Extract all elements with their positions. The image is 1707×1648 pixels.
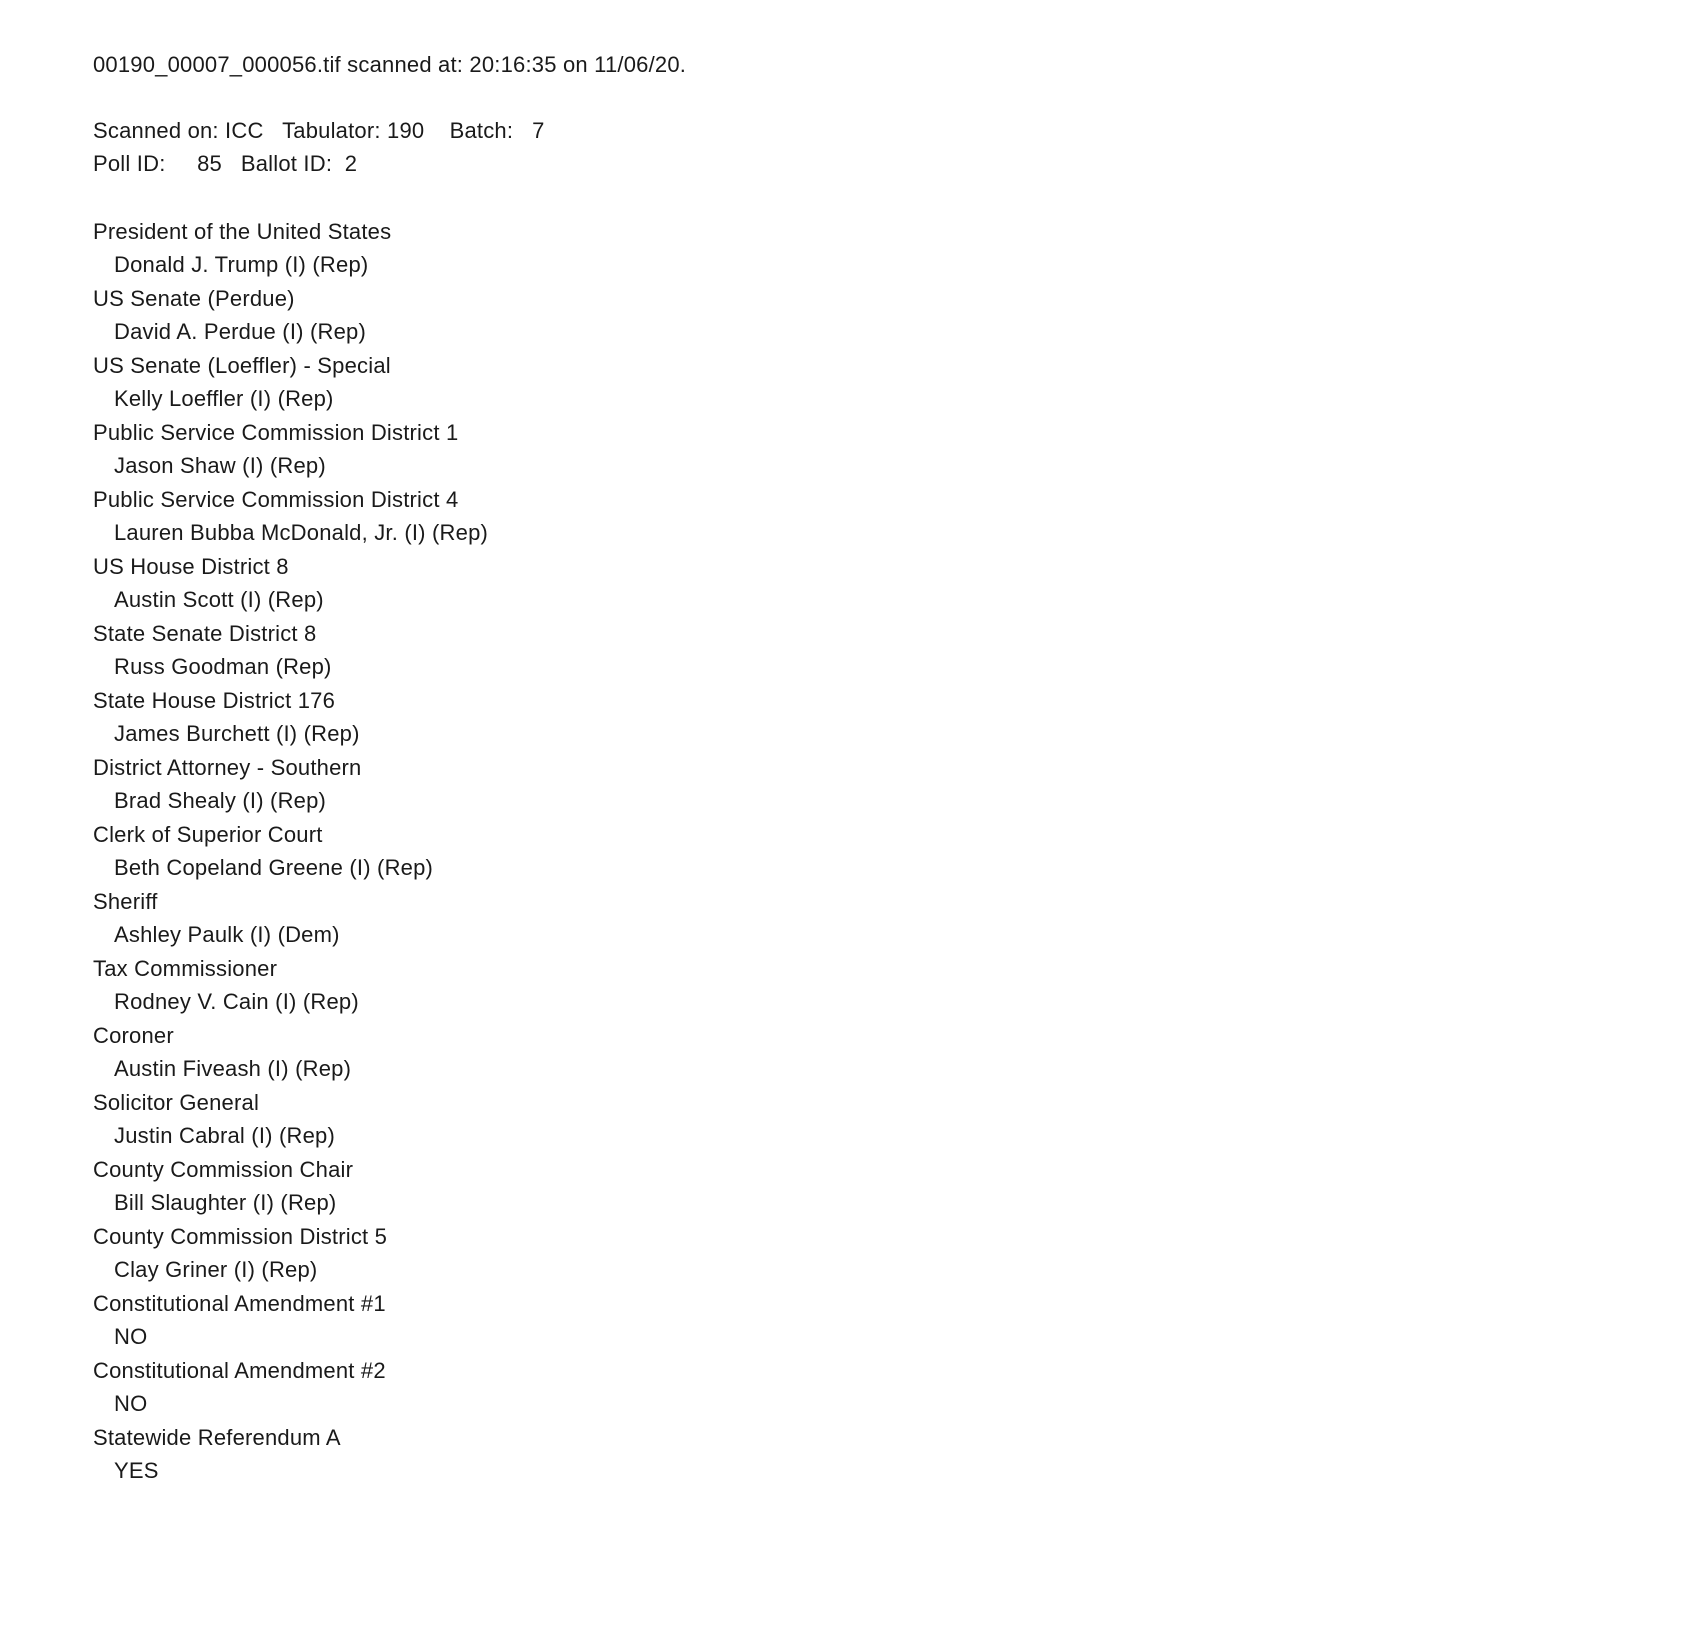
- contest-title: Sheriff: [93, 888, 158, 914]
- contest-title: US Senate (Perdue): [93, 285, 295, 311]
- contest-title: Constitutional Amendment #1: [93, 1290, 386, 1316]
- contest-choice: James Burchett (I) (Rep): [114, 721, 360, 746]
- contest-title: US House District 8: [93, 553, 289, 579]
- contest-choice: Clay Griner (I) (Rep): [114, 1257, 318, 1282]
- contest-title: Statewide Referendum A: [93, 1424, 341, 1450]
- contest-title: President of the United States: [93, 218, 392, 244]
- contest-choice: Ashley Paulk (I) (Dem): [114, 922, 340, 947]
- contest-choice: Beth Copeland Greene (I) (Rep): [114, 855, 434, 880]
- contest-title: Tax Commissioner: [93, 955, 278, 981]
- contest-title: State Senate District 8: [93, 620, 317, 646]
- contest-choice: Russ Goodman (Rep): [114, 654, 332, 679]
- contest-choice: Donald J. Trump (I) (Rep): [114, 252, 369, 277]
- contest-choice: Justin Cabral (I) (Rep): [114, 1123, 335, 1148]
- contest-choice: Austin Scott (I) (Rep): [114, 587, 324, 612]
- contest-choice: Rodney V. Cain (I) (Rep): [114, 989, 359, 1014]
- contest-title: Clerk of Superior Court: [93, 821, 323, 847]
- contest-choice: Kelly Loeffler (I) (Rep): [114, 386, 334, 411]
- contest-title: Coroner: [93, 1022, 174, 1048]
- contest-choice: Lauren Bubba McDonald, Jr. (I) (Rep): [114, 520, 489, 545]
- contest-choice: NO: [114, 1391, 148, 1416]
- spacer: [93, 181, 1647, 215]
- contest-choice: NO: [114, 1324, 148, 1349]
- contest-choice: Austin Fiveash (I) (Rep): [114, 1056, 352, 1081]
- contest-choice: Jason Shaw (I) (Rep): [114, 453, 326, 478]
- spacer: [93, 82, 1647, 114]
- contest-choice: YES: [114, 1458, 159, 1483]
- contest-choice: Brad Shealy (I) (Rep): [114, 788, 327, 813]
- contest-title: County Commission District 5: [93, 1223, 388, 1249]
- contest-results-list: [93, 215, 1647, 1488]
- scanner-tabulator-batch-line: Scanned on: ICC Tabulator: 190 Batch: 7: [93, 117, 545, 143]
- contest-title: US Senate (Loeffler) - Special: [93, 352, 391, 378]
- contest-title: Public Service Commission District 1: [93, 419, 459, 445]
- scan-file-info-line: 00190_00007_000056.tif scanned at: 20:16:35 on 11/06/20.: [93, 52, 687, 77]
- contest-choice: Bill Slaughter (I) (Rep): [114, 1190, 337, 1215]
- contest-title: Solicitor General: [93, 1089, 260, 1115]
- poll-ballot-id-line: Poll ID: 85 Ballot ID: 2: [93, 151, 358, 176]
- contest-title: District Attorney - Southern: [93, 754, 362, 780]
- contest-title: Public Service Commission District 4: [93, 486, 459, 512]
- contest-choice: David A. Perdue (I) (Rep): [114, 319, 366, 344]
- contest-title: County Commission Chair: [93, 1156, 354, 1182]
- contest-title: Constitutional Amendment #2: [93, 1357, 386, 1383]
- contest-title: State House District 176: [93, 687, 336, 713]
